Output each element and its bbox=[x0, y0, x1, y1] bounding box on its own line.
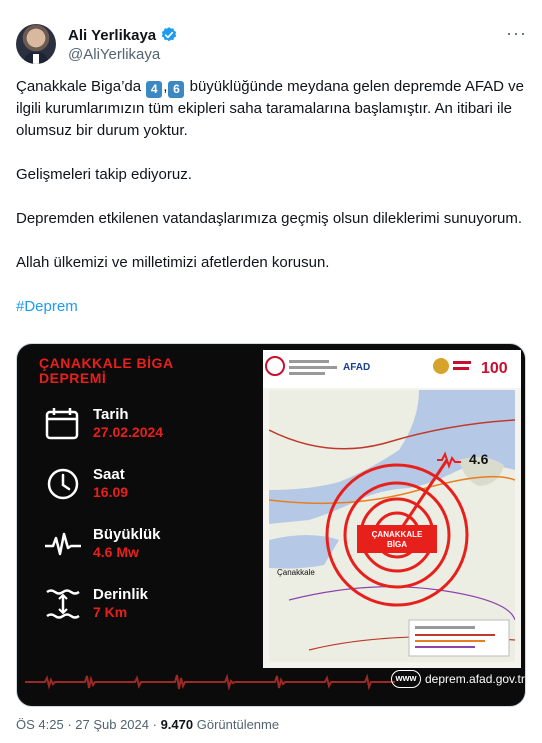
tweet-meta bbox=[16, 717, 279, 732]
anniversary-logo-text: 100 bbox=[481, 360, 508, 377]
epicenter-label-line-2: BİGA bbox=[387, 540, 407, 549]
tweet-time[interactable]: ÖS 4:25 bbox=[16, 717, 64, 732]
epicenter-label-line-1: ÇANAKKALE bbox=[371, 530, 423, 539]
tweet-media[interactable] bbox=[16, 343, 526, 707]
date-label: Tarih bbox=[93, 406, 129, 423]
earthquake-infographic bbox=[19, 346, 525, 704]
avatar[interactable] bbox=[16, 24, 56, 64]
time-value: 16.09 bbox=[93, 484, 129, 500]
title-line-1: ÇANAKKALE BİGA bbox=[39, 355, 174, 371]
view-count: 9.470 bbox=[160, 717, 194, 732]
paragraph-4: Allah ülkemizi ve milletimizi afetlerden korusun. bbox=[16, 254, 330, 271]
logo-strip bbox=[263, 350, 521, 388]
info-date bbox=[43, 404, 253, 454]
tweet-header bbox=[16, 24, 526, 68]
seismograph-icon bbox=[43, 524, 83, 564]
url-text: deprem.afad.gov.tr bbox=[425, 672, 525, 686]
infographic-title bbox=[39, 356, 174, 386]
views-label: Görüntülenme bbox=[193, 717, 280, 732]
verified-badge-icon bbox=[160, 26, 178, 44]
hashtag-link[interactable]: #Deprem bbox=[16, 298, 78, 315]
depth-label: Derinlik bbox=[93, 586, 149, 603]
title-line-2: DEPREMİ bbox=[39, 370, 107, 386]
keycap-digit-emoji: 4 bbox=[146, 81, 162, 98]
map-svg bbox=[269, 390, 515, 662]
time-label: Saat bbox=[93, 466, 125, 483]
city-label: Çanakkale bbox=[277, 568, 315, 577]
map-panel bbox=[263, 350, 521, 668]
avatar-collar bbox=[33, 54, 39, 64]
display-name[interactable]: Ali Yerlikaya bbox=[68, 26, 157, 44]
epicenter-map bbox=[269, 390, 515, 662]
meta-separator: · bbox=[63, 717, 76, 732]
url-badge: www bbox=[391, 670, 421, 688]
handle[interactable]: @AliYerlikaya bbox=[68, 46, 161, 63]
text-fragment: , bbox=[163, 78, 168, 95]
magnitude-label: Büyüklük bbox=[93, 526, 161, 543]
date-value: 27.02.2024 bbox=[93, 424, 164, 440]
text-fragment: büyüklüğünde meydana gelen depremde AFAD ve ilgili kurumlarımızın tüm ekipleri saha taramalarına başlamıştır. An itibari ile olumsuz bir durum yoktur. bbox=[16, 78, 524, 139]
agency-logo-text: AFAD bbox=[343, 362, 371, 373]
more-options-icon[interactable]: ··· bbox=[506, 23, 527, 43]
info-magnitude bbox=[43, 524, 253, 574]
meta-separator: · bbox=[149, 717, 161, 732]
tweet-text bbox=[16, 76, 526, 318]
tweet-date[interactable]: 27 Şub 2024 bbox=[75, 717, 149, 732]
paragraph-1 bbox=[16, 76, 526, 142]
paragraph-3: Depremden etkilenen vatandaşlarımıza geçmiş olsun dileklerimi sunuyorum. bbox=[16, 210, 523, 227]
info-depth bbox=[43, 584, 253, 634]
depth-value: 7 Km bbox=[93, 604, 128, 620]
keycap-digit-emoji: 6 bbox=[168, 81, 184, 98]
text-fragment: Çanakkale Biga’da bbox=[16, 78, 146, 95]
calendar-icon bbox=[43, 404, 83, 444]
audio-wave-decoration bbox=[25, 672, 395, 692]
map-header bbox=[263, 350, 521, 388]
clock-icon bbox=[43, 464, 83, 504]
info-time bbox=[43, 464, 253, 514]
magnitude-value: 4.6 Mw bbox=[93, 544, 139, 560]
name-row bbox=[68, 26, 178, 44]
map-magnitude-label: 4.6 bbox=[469, 451, 489, 467]
paragraph-2: Gelişmeleri takip ediyoruz. bbox=[16, 166, 192, 183]
depth-icon bbox=[43, 584, 83, 624]
